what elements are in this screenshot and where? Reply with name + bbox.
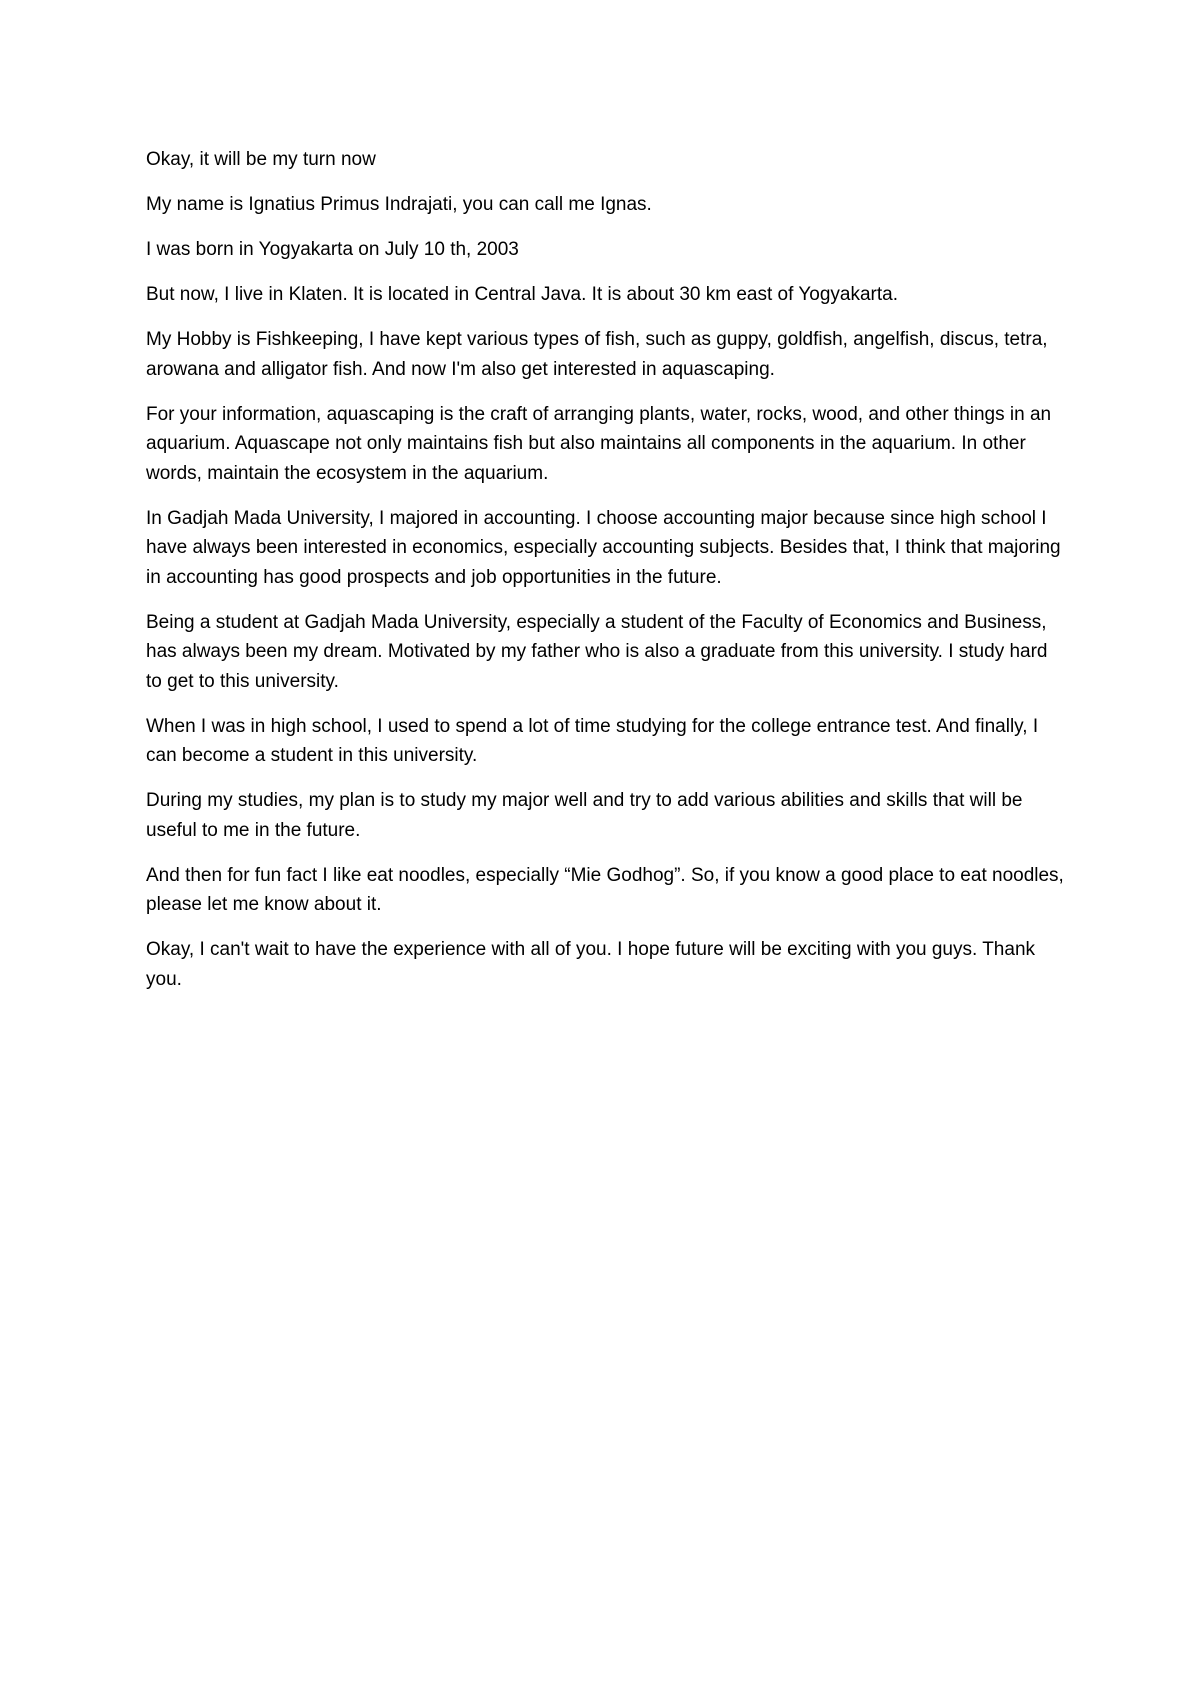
- paragraph-name: My name is Ignatius Primus Indrajati, you can call me Ignas.: [146, 194, 652, 215]
- paragraph-intro: Okay, it will be my turn now: [146, 149, 376, 170]
- paragraph-plan: During my studies, my plan is to study my major well and try to add various abilities and skills that will be useful to me in the future.: [146, 790, 1023, 841]
- paragraph-fun-fact: And then for fun fact I like eat noodles, especially “Mie Godhog”. So, if you know a good place to eat noodles, please let me know about it.: [146, 864, 1064, 915]
- paragraph-birth: I was born in Yogyakarta on July 10 th, 2003: [146, 239, 519, 260]
- paragraph-hobby: My Hobby is Fishkeeping, I have kept various types of fish, such as guppy, goldfish, angelfish, discus, tetra, arowana and alligator fish. And now I'm also get interested in aquascaping.: [146, 329, 1048, 380]
- paragraph-dream: Being a student at Gadjah Mada University, especially a student of the Faculty of Economics and Business, has always been my dream. Motivated by my father who is also a graduate from this university. I study hard to get to this university.: [146, 611, 1048, 692]
- paragraph-aquascaping: For your information, aquascaping is the craft of arranging plants, water, rocks, wood, and other things in an aquarium. Aquascape not only maintains fish but also maintains all components in the aquarium. In other words, maintain the ecosystem in the aquarium.: [146, 403, 1052, 484]
- paragraph-high-school: When I was in high school, I used to spend a lot of time studying for the college entrance test. And finally, I can become a student in this university.: [146, 715, 1039, 766]
- paragraph-closing: Okay, I can't wait to have the experience with all of you. I hope future will be exciting with you guys. Thank you.: [146, 939, 1036, 990]
- document-body: [146, 145, 1066, 1010]
- paragraph-major: In Gadjah Mada University, I majored in accounting. I choose accounting major because since high school I have always been interested in economics, especially accounting subjects. Besides that, I think that majoring in accounting has good prospects and job opportunities in the future.: [146, 507, 1061, 588]
- paragraph-residence: But now, I live in Klaten. It is located in Central Java. It is about 30 km east of Yogyakarta.: [146, 284, 898, 305]
